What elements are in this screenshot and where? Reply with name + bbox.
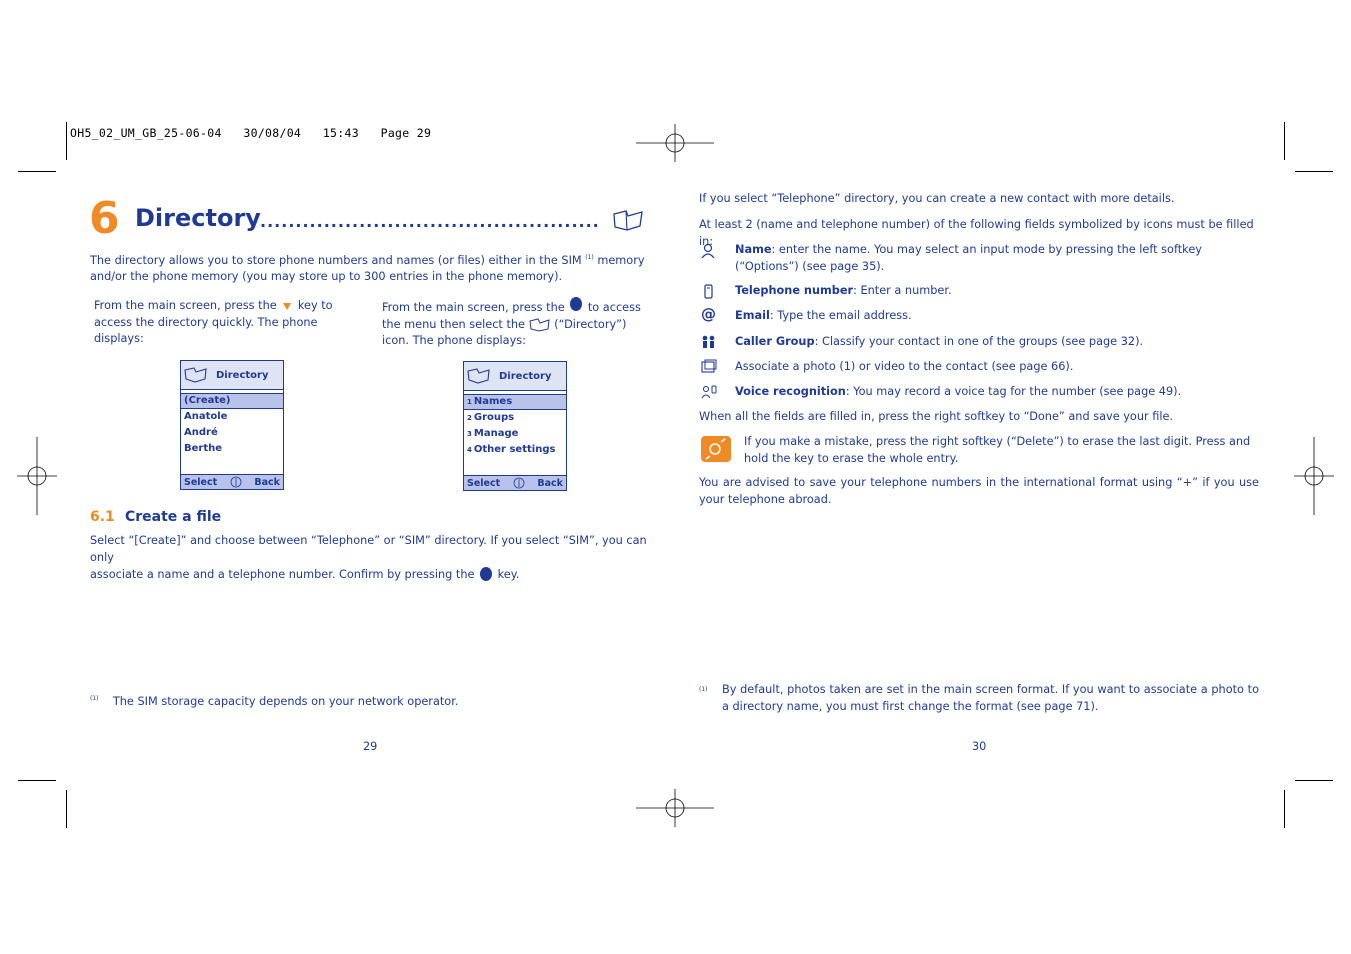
- footnote-left: $^{(1)}$ The SIM storage capacity depends on your network operator.: [90, 694, 459, 708]
- registration-mark-bottom: [636, 789, 714, 827]
- footnote-right: $^{(1)}$ By default, photos taken are set in the main screen format. If you want to associate a photo to a directory name, you must first change the format (see page 71).: [699, 683, 1259, 713]
- at-icon: @: [701, 305, 716, 323]
- ok-key-icon: [478, 566, 494, 582]
- back-softkey[interactable]: Back: [254, 476, 280, 488]
- col1-paragraph: From the main screen, press the key to access the directory quickly. The phone displays:: [94, 299, 333, 345]
- col2-paragraph: From the main screen, press the to access the menu then select the (“Directory”) icon. The phone displays:: [382, 297, 650, 350]
- phone-screen-directory-menu: [463, 361, 567, 491]
- menu-key-icon: [568, 297, 584, 313]
- screen2-title: Directory: [499, 370, 552, 382]
- list-item[interactable]: Berthe: [184, 443, 223, 454]
- screen1-title: Directory: [216, 369, 269, 381]
- page-number-right: 30: [972, 740, 987, 753]
- book-icon: [184, 366, 208, 384]
- voice-icon: [701, 384, 717, 400]
- right-p4: You are advised to save your telephone numbers in the international format using “+” if you use your telephone abroad.: [699, 476, 1259, 506]
- menu-item-groups[interactable]: 2 Groups: [467, 412, 515, 423]
- menu-item-names[interactable]: 1 Names: [464, 394, 566, 410]
- field-email: Email: Type the email address.: [735, 309, 912, 322]
- registration-mark-right: [1294, 437, 1334, 515]
- phone-icon: [701, 284, 717, 300]
- select-softkey[interactable]: Select: [184, 476, 218, 488]
- select-softkey[interactable]: Select: [467, 477, 501, 489]
- field-voice-recognition: Voice recognition: You may record a voice tag for the number (see page 49).: [735, 385, 1182, 398]
- book-icon: [612, 208, 644, 234]
- intro-paragraph: The directory allows you to store phone numbers and names (or files) either in the SIM $^{(1)}$ memory and/or the phone memory (you may store up to 300 entries in the phone memory).: [90, 253, 645, 284]
- list-item[interactable]: (Create): [181, 393, 283, 409]
- field-telephone: Telephone number: Enter a number.: [735, 284, 952, 297]
- chapter-dots: ................................................: [260, 212, 600, 231]
- right-p2: At least 2 (name and telephone number) of the following fields symbolized by icons must be filled in:: [699, 218, 1254, 248]
- menu-item-manage[interactable]: 3 Manage: [467, 428, 519, 439]
- group-icon: [701, 334, 717, 350]
- chapter-number: 6: [89, 193, 120, 244]
- tip-icon: [701, 436, 731, 462]
- page-number-left: 29: [363, 740, 378, 753]
- registration-mark-left: [17, 437, 57, 515]
- right-p3: When all the fields are filled in, press the right softkey to “Done” and save your file.: [699, 410, 1174, 423]
- nav-key-icon: [513, 477, 525, 489]
- photo-icon: [701, 359, 717, 375]
- book-icon: [467, 367, 491, 385]
- list-item[interactable]: Anatole: [184, 411, 228, 422]
- tip-text: If you make a mistake, press the right softkey (“Delete”) to erase the last digit. Press and hold the key to erase the whole entry.: [744, 435, 1251, 465]
- menu-item-other-settings[interactable]: 4 Other settings: [467, 444, 556, 455]
- right-p1: If you select “Telephone” directory, you can create a new contact with more details.: [699, 192, 1175, 205]
- field-name: Name: enter the name. You may select an input mode by pressing the left softkey (“Options”) (see page 35).: [735, 243, 1202, 273]
- section-paragraph: Select “[Create]” and choose between “Telephone” or “SIM” directory. If you select “SIM”, you can only associate a name and a telephone number. Confirm by pressing the key.: [90, 534, 647, 581]
- nav-key-icon: [230, 476, 242, 488]
- down-key-icon: [280, 301, 294, 311]
- back-softkey[interactable]: Back: [537, 477, 563, 489]
- field-caller-group: Caller Group: Classify your contact in one of the groups (see page 32).: [735, 335, 1144, 348]
- directory-icon: [529, 318, 551, 332]
- print-slug: OH5_02_UM_GB_25-06-04 30/08/04 15:43 Page 29: [70, 126, 432, 140]
- chapter-title: Directory: [135, 204, 261, 232]
- registration-mark-top: [636, 124, 714, 162]
- list-item[interactable]: André: [184, 427, 218, 438]
- field-photo: Associate a photo (1) or video to the contact (see page 66).: [735, 360, 1074, 373]
- person-icon: [701, 243, 717, 259]
- section-heading: 6.1 Create a file: [90, 509, 222, 525]
- phone-screen-directory-list: [180, 360, 284, 490]
